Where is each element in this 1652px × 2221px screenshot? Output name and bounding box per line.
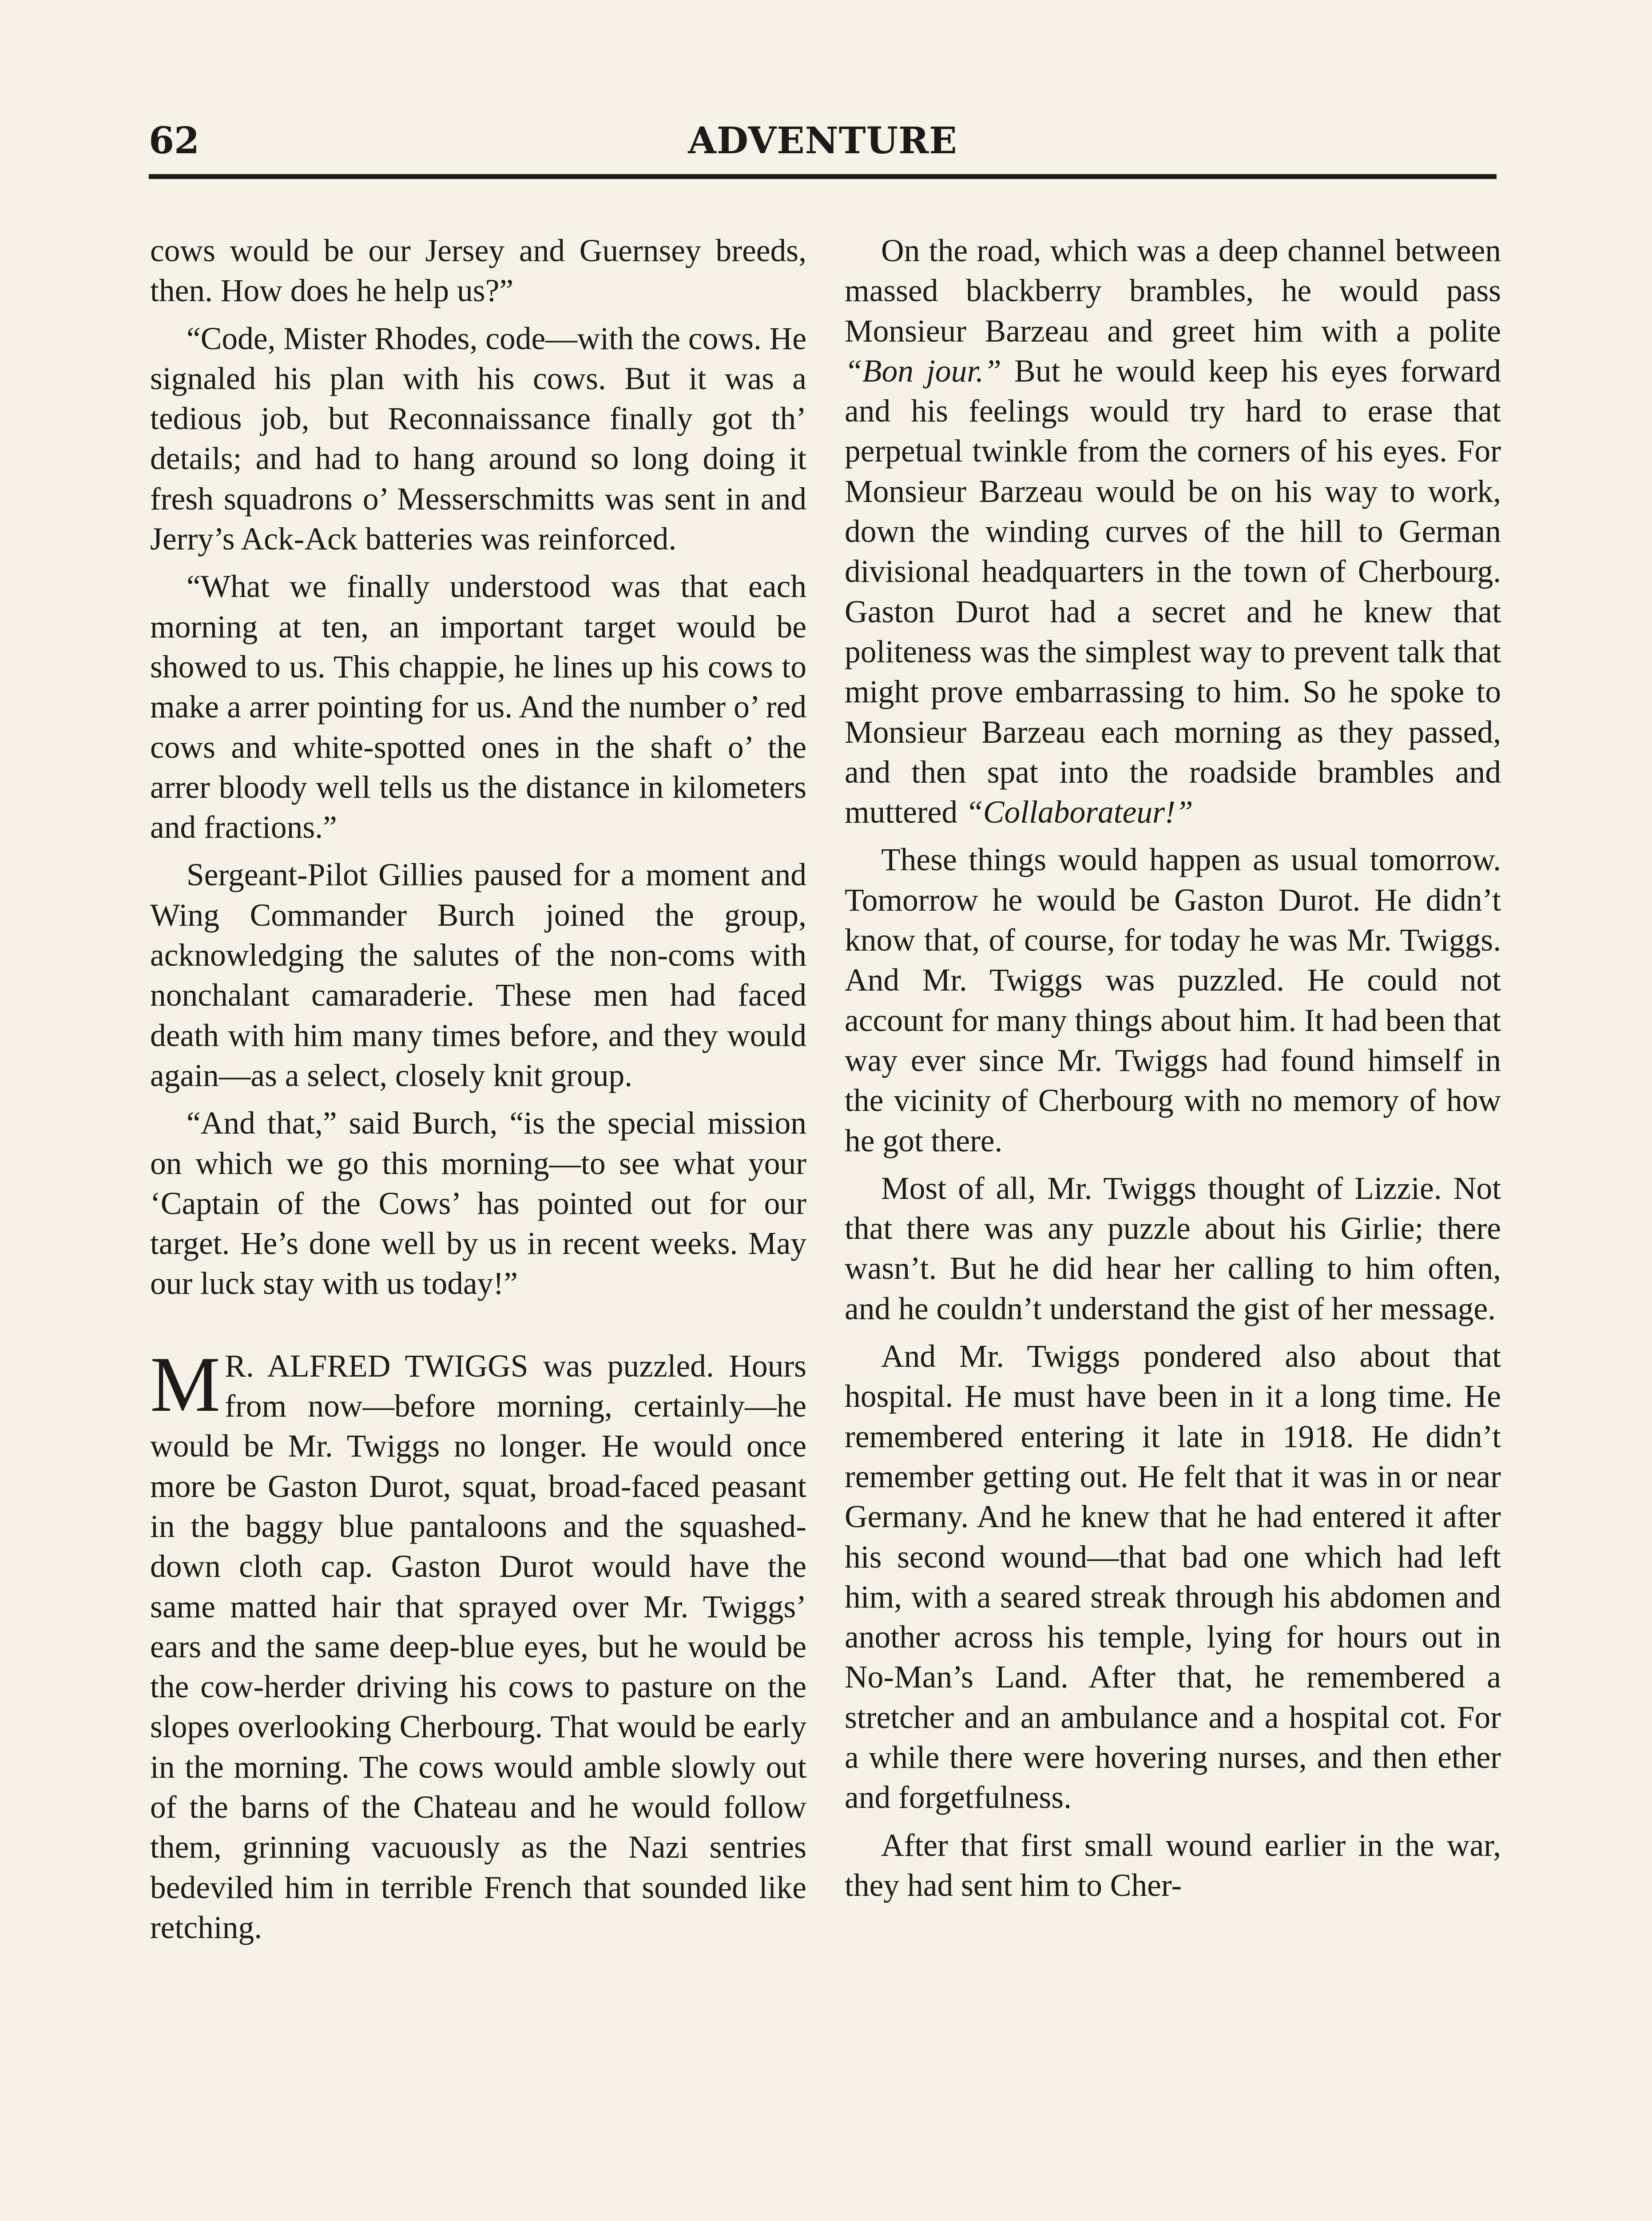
right-column (845, 231, 1501, 1913)
page-number: 62 (149, 119, 200, 162)
paragraph-text: But he would keep his eyes forward and his feelings would try hard to erase that perpetual twinkle from the corners of his eyes. For Monsieur Barzeau would be on his way to work, down the winding curves of the hill to German divisional headquarters in the town of Cherbourg. Gaston Durot had a secret and he knew that politeness was the simplest way to prevent talk that might prove embarrassing to him. So he spoke to Monsieur Barzeau each morning as they passed, and then spat into the roadside brambles and muttered (845, 353, 1501, 830)
page-header (149, 116, 1497, 174)
paragraph (845, 231, 1501, 832)
paragraph-text: R. ALFRED TWIGGS was puzzled. Hours from now—before morning, certainly—he would be Mr. Twiggs no longer. He would once more be Gaston Durot, squat, broad-faced peasant in the baggy blue pantaloons and the squashed-down cloth cap. Gaston Durot would have the same matted hair that sprayed over Mr. Twiggs’ ears and the same deep-blue eyes, but he would be the cow-herder driving his cows to pasture on the slopes overlooking Cherbourg. That would be early in the morning. The cows would amble slowly out of the barns of the Chateau and he would follow them, grinning vacuously as the Nazi sentries bedeviled him in terrible French that sounded like retching. (150, 1348, 806, 1945)
italic-phrase: “Collaborateur!” (965, 795, 1193, 830)
section-opening-paragraph (150, 1340, 806, 1948)
header-rule (149, 174, 1497, 179)
paragraph: After that first small wound earlier in the war, they had sent him to Cher- (845, 1827, 1501, 1903)
paragraph: “What we finally understood was that each morning at ten, an important target would be showed to us. This chappie, he lines up his cows to make a arrer pointing for us. And the number o’ red cows and white-spotted ones in the shaft o’ the arrer bloody well tells us the distance in kilometers and fractions.” (150, 569, 806, 845)
left-column (150, 231, 806, 1955)
paragraph: cows would be our Jersey and Guernsey breeds, then. How does he help us?” (150, 233, 806, 309)
italic-phrase: “Bon jour.” (845, 353, 1001, 389)
paragraph-text: On the road, which was a deep channel between massed blackberry brambles, he would pass Monsieur Barzeau and greet him with a polite (845, 233, 1501, 349)
paragraph: “Code, Mister Rhodes, code—with the cows. He signaled his plan with his cows. But it was a tedious job, but Reconnaissance finally got th’ details; and had to hang around so long doing it fresh squadrons o’ Messerschmitts was sent in and Jerry’s Ack-Ack batteries was reinforced. (150, 321, 806, 557)
paragraph: “And that,” said Burch, “is the special mission on which we go this morning—to see what your ‘Captain of the Cows’ has pointed out for our target. He’s done well by us in recent weeks. May our luck stay with us today!” (150, 1106, 806, 1302)
paragraph: Sergeant-Pilot Gillies paused for a moment and Wing Commander Burch joined the group, acknowledging the salutes of the non-coms with nonchalant camaraderie. These men had faced death with him many times before, and they would again—as a select, closely knit group. (150, 857, 806, 1093)
running-title: ADVENTURE (688, 119, 957, 162)
paragraph: And Mr. Twiggs pondered also about that hospital. He must have been in it a long time. He remembered entering it late in 1918. He didn’t remember getting out. He felt that it was in or near Germany. And he knew that he had entered it after his second wound—that bad one which had left him, with a seared streak through his abdomen and another across his temple, lying for hours out in No-Man’s Land. After that, he remembered a stretcher and an ambulance and a hospital cot. For a while there were hovering nurses, and then ether and forgetfulness. (845, 1339, 1501, 1815)
paragraph: Most of all, Mr. Twiggs thought of Lizzie. Not that there was any puzzle about his Girlie; there wasn’t. But he did hear her calling to him often, and he couldn’t understand the gist of her message. (845, 1170, 1501, 1326)
paragraph: These things would happen as usual tomorrow. Tomorrow he would be Gaston Durot. He didn’t know that, of course, for today he was Mr. Twiggs. And Mr. Twiggs was puzzled. He could not account for many things about him. It had been that way ever since Mr. Twiggs had found himself in the vicinity of Cherbourg with no memory of how he got there. (845, 842, 1501, 1158)
drop-cap: M (150, 1340, 221, 1428)
